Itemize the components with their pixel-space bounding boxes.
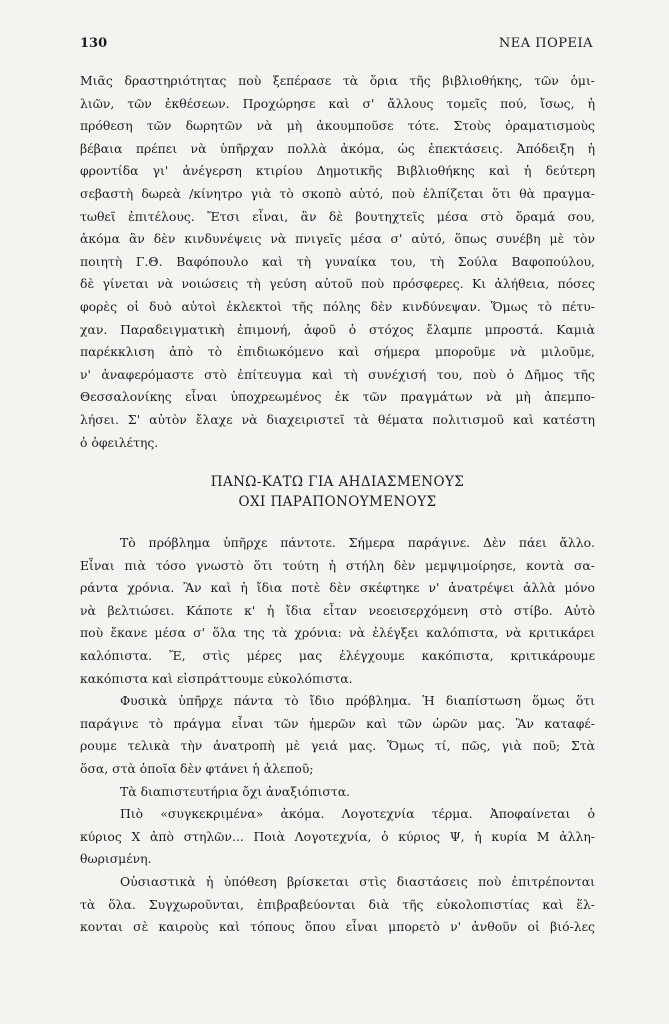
page-number: 130 <box>80 36 108 51</box>
text-line: φροντίδα γι' ἀνέγερση κτιρίου Δημοτικῆς Βιβλιοθήκης καὶ ἡ δεύτερη <box>80 163 595 179</box>
text-line: Πιὸ «συγκεκριμένα» ἀκόμα. Λογοτεχνία τέρμα. Ἀποφαίνεται ὁ <box>120 806 595 822</box>
text-line: Μιᾶς δραστηριότητας ποὺ ξεπέρασε τὰ ὅρια τῆς βιβλιοθήκης, τῶν ὁμι- <box>80 73 595 88</box>
text-line: ν' ἀναφερόμαστε στὸ ἐπίτευγμα καὶ τὴ συνέχισή του, ποὺ ὁ Δῆμος τῆς <box>80 366 595 382</box>
text-line: παράγινε τὸ πράγμα εἶναι τῶν ἡμερῶν καὶ τῶν ὡρῶν μας. Ἂν καταφέ- <box>80 715 595 731</box>
text-line: πρόθεση τῶν δωρητῶν νὰ μὴ ἀκουμποῦσε τότε. Στοὺς ὁραματισμοὺς <box>80 118 595 134</box>
text-line: ἀκόμα ἂν δὲν κινδυνέψεις νὰ πνιγεῖς μέσα σ' αὐτό, ὅπως συνέβη μὲ τὸν <box>80 231 595 247</box>
text-line: Εἶναι πιὰ τόσο γνωστὸ ὅτι τούτη ἡ στήλη δὲν μεμψιμοίρησε, κοντὰ σα- <box>80 557 595 573</box>
text-line: τωθεῖ ἐπιτέλους. Ἔτσι εἶναι, ἂν δὲ βουτηχτεῖς μέσα στὸ ὅραμά σου, <box>80 208 595 224</box>
text-line: ποιητὴ Γ.Θ. Βαφόπουλο καὶ τὴ γυναίκα του, τὴ Σούλα Βαφοπούλου, <box>80 253 595 269</box>
running-head: ΝΕΑ ΠΟΡΕΙΑ <box>498 36 593 51</box>
text-line: ποὺ ἔκανε μέσα σ' ὅλα της τὰ χρόνια: νὰ ἐλέγξει καλόπιστα, νὰ κριτικάρει <box>80 625 595 641</box>
text-line: σεβαστὴ δωρεὰ /κίνητρο γιὰ τὸ σκοπὸ αὐτό, ποὺ ἐλπίζεται ὅτι θὰ πραγμα- <box>80 185 595 201</box>
text-line: βέβαια πρέπει νὰ ὑπῆρχαν πολλὰ ἀκόμα, ὡς ἐπεκτάσεις. Ἀπόδειξη ἡ <box>80 140 595 156</box>
text-line: χαν. Παραδειγματικὴ ἐπιμονή, ἀφοῦ ὁ στόχος ἔλαμπε μπροστά. Καμιὰ <box>80 321 595 337</box>
text-line: νὰ βελτιώσει. Κάποτε κ' ἡ ἴδια εἶταν νεοεισερχόμενη στὸ στίβο. Αὐτὸ <box>80 602 595 618</box>
section-body <box>80 532 595 939</box>
text-line: Τὸ πρόβλημα ὑπῆρχε πάντοτε. Σήμερα παράγινε. Δὲν πάει ἄλλο. <box>120 535 595 550</box>
text-line: παρέκκλιση ἀπὸ τὸ ἐπιδιωκόμενο καὶ σήμερα μποροῦμε νὰ μιλοῦμε, <box>80 344 595 360</box>
text-line: καλόπιστα. Ἔ, στὶς μέρες μας ἐλέγχουμε κακόπιστα, κριτικάρουμε <box>80 647 595 663</box>
section-title <box>80 472 595 512</box>
text-line: Οὐσιαστικὰ ἡ ὑπόθεση βρίσκεται στὶς διαστάσεις ποὺ ἐπιτρέπονται <box>120 873 595 889</box>
text-line: κονται σὲ καιροὺς καὶ τόπους ὅπου εἶναι μπορετὸ ν' ἀνθοῦν οἱ βιό-λες <box>80 919 595 935</box>
text-line: λήσει. Σ' αὐτὸν ἔλαχε νὰ διαχειριστεῖ τὰ θέματα πολιτισμοῦ καὶ κατέστη <box>80 411 595 427</box>
text-line: δὲ γίνεται νὰ νοιώσεις τὴ γεύση αὐτοῦ ποὺ πρόσφερες. Κι ἀλήθεια, πόσες <box>80 276 595 292</box>
text-line: κακόπιστα καὶ εἰσπράττουμε εὐκολόπιστα. <box>80 670 353 686</box>
text-line: τὰ ὅλα. Συγχωροῦνται, ἐπιβραβεύονται διὰ τῆς εὐκολοπιστίας καὶ ἕλ- <box>80 896 595 912</box>
text-line: ράντα χρόνια. Ἂν καὶ ἡ ἴδια ποτὲ δὲν σκέφτηκε ν' ἀνατρέψει ἀλλὰ μόνο <box>80 580 595 596</box>
text-line: ρουμε τελικὰ τὴν ἀνατροπὴ μὲ γειά μας. Ὅμως τί, πῶς, γιὰ ποῦ; Στὰ <box>80 738 595 754</box>
text-line: κύριος Χ ἀπὸ στηλῶν... Ποιὰ Λογοτεχνία, ὁ κύριος Ψ, ἡ κυρία Μ ἀλλη- <box>80 828 595 844</box>
section-title-line-2: ΟΧΙ ΠΑΡΑΠΟΝΟΥΜΕΝΟΥΣ <box>238 494 437 510</box>
text-line: ὁ ὀφειλέτης. <box>80 434 159 450</box>
text-line: Φυσικὰ ὑπῆρχε πάντα τὸ ἴδιο πρόβλημα. Ἡ διαπίστωση ὅμως ὅτι <box>120 693 595 709</box>
text-line: ὅσα, στὰ ὁποῖα δὲν φτάνει ἡ ἀλεποῦ; <box>80 760 314 776</box>
section-title-line-1: ΠΑΝΩ-ΚΑΤΩ ΓΙΑ ΑΗΔΙΑΣΜΕΝΟΥΣ <box>210 474 465 490</box>
text-line: Τὰ διαπιστευτήρια ὄχι ἀναξιόπιστα. <box>120 783 351 799</box>
text-line: φορὲς οἱ δυὸ αὐτοὶ ἐκλεκτοὶ τῆς πόλης δὲν κινδύνεψαν. Ὅμως τὸ πέτυ- <box>80 298 595 314</box>
paragraph-continuation <box>80 70 595 454</box>
text-line: θωρισμένη. <box>80 851 152 867</box>
text-line: λιῶν, τῶν ἐκθέσεων. Προχώρησε καὶ σ' ἄλλους τομεῖς πού, ἴσως, ἡ <box>80 95 595 111</box>
text-line: Θεσσαλονίκης εἶναι ὑποχρεωμένος ἐκ τῶν πραγμάτων νὰ μὴ ἀπεμπο- <box>80 389 595 405</box>
